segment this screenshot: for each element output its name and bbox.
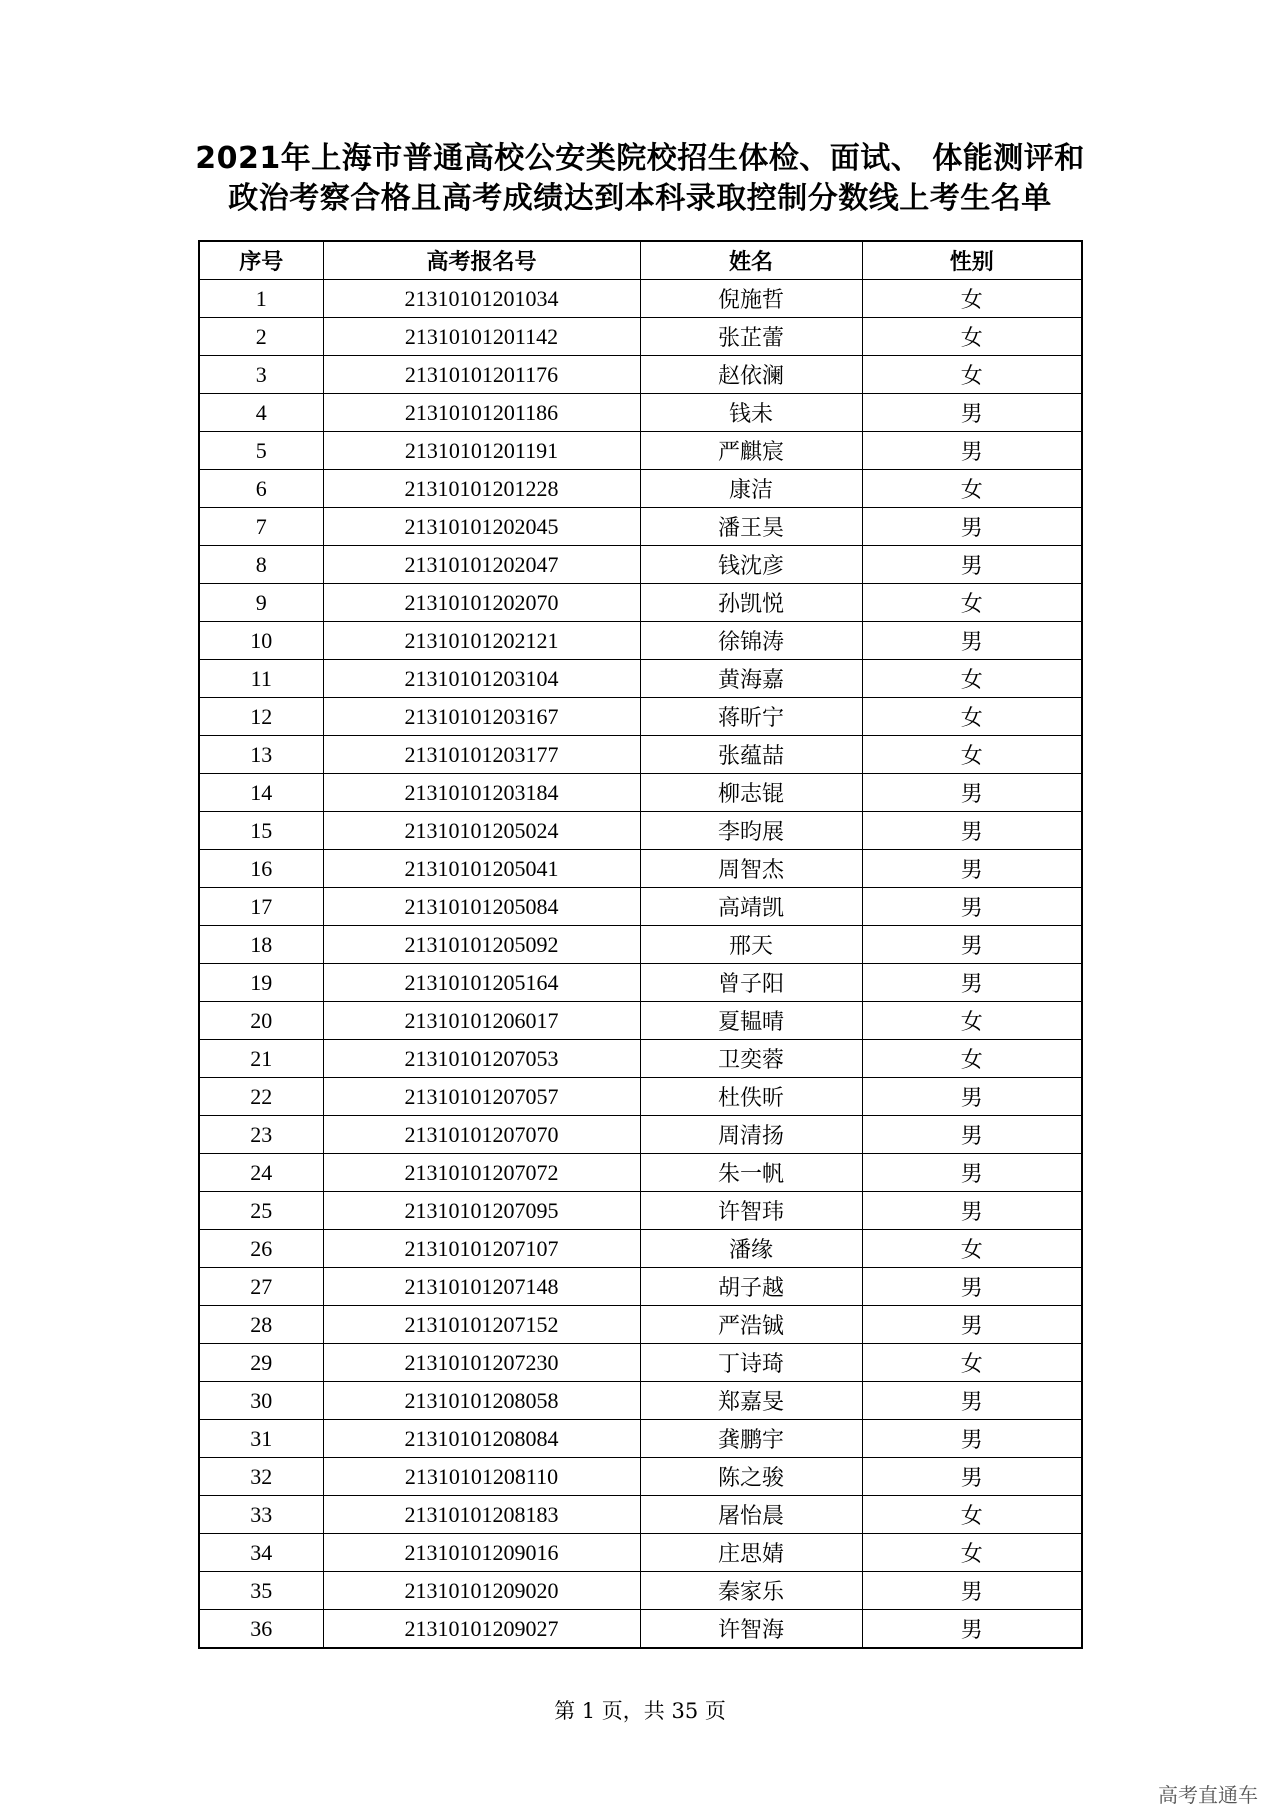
cell-name: 丁诗琦	[640, 1344, 862, 1382]
cell-seq: 27	[199, 1268, 323, 1306]
cell-exam-id: 21310101207230	[323, 1344, 640, 1382]
cell-exam-id: 21310101201034	[323, 280, 640, 318]
cell-exam-id: 21310101209020	[323, 1572, 640, 1610]
cell-seq: 21	[199, 1040, 323, 1078]
table-row	[199, 1496, 1082, 1534]
cell-name: 潘缘	[640, 1230, 862, 1268]
cell-name: 秦家乐	[640, 1572, 862, 1610]
cell-seq: 20	[199, 1002, 323, 1040]
table-row	[199, 812, 1082, 850]
cell-gender: 男	[862, 1572, 1082, 1610]
cell-name: 张芷蕾	[640, 318, 862, 356]
cell-exam-id: 21310101202121	[323, 622, 640, 660]
cell-gender: 女	[862, 318, 1082, 356]
cell-gender: 女	[862, 1230, 1082, 1268]
cell-gender: 女	[862, 736, 1082, 774]
cell-exam-id: 21310101205024	[323, 812, 640, 850]
cell-name: 孙凯悦	[640, 584, 862, 622]
table-row	[199, 1382, 1082, 1420]
cell-seq: 32	[199, 1458, 323, 1496]
cell-seq: 22	[199, 1078, 323, 1116]
cell-name: 高靖凯	[640, 888, 862, 926]
cell-gender: 男	[862, 1116, 1082, 1154]
page-number: 第 1 页，共 35 页	[554, 1699, 726, 1723]
cell-exam-id: 21310101208084	[323, 1420, 640, 1458]
cell-seq: 13	[199, 736, 323, 774]
cell-seq: 14	[199, 774, 323, 812]
table-row	[199, 432, 1082, 470]
cell-seq: 36	[199, 1610, 323, 1649]
cell-exam-id: 21310101205084	[323, 888, 640, 926]
table-row	[199, 926, 1082, 964]
cell-name: 严浩铖	[640, 1306, 862, 1344]
cell-gender: 男	[862, 850, 1082, 888]
cell-gender: 女	[862, 698, 1082, 736]
cell-gender: 女	[862, 356, 1082, 394]
cell-seq: 30	[199, 1382, 323, 1420]
cell-exam-id: 21310101209016	[323, 1534, 640, 1572]
cell-gender: 男	[862, 774, 1082, 812]
table-row	[199, 964, 1082, 1002]
cell-exam-id: 21310101207057	[323, 1078, 640, 1116]
cell-name: 陈之骏	[640, 1458, 862, 1496]
cell-seq: 7	[199, 508, 323, 546]
cell-gender: 男	[862, 1610, 1082, 1649]
cell-seq: 8	[199, 546, 323, 584]
cell-gender: 男	[862, 508, 1082, 546]
cell-gender: 男	[862, 1306, 1082, 1344]
cell-name: 钱沈彦	[640, 546, 862, 584]
table-row	[199, 508, 1082, 546]
cell-seq: 9	[199, 584, 323, 622]
table-row	[199, 470, 1082, 508]
cell-gender: 女	[862, 584, 1082, 622]
cell-seq: 35	[199, 1572, 323, 1610]
cell-gender: 男	[862, 888, 1082, 926]
header-gender: 性别	[862, 241, 1082, 280]
cell-seq: 15	[199, 812, 323, 850]
cell-exam-id: 21310101203104	[323, 660, 640, 698]
cell-name: 龚鹏宇	[640, 1420, 862, 1458]
cell-seq: 12	[199, 698, 323, 736]
title-line-1: 2021年上海市普通高校公安类院校招生体检、面试、 体能测评和	[195, 141, 1085, 176]
cell-name: 周清扬	[640, 1116, 862, 1154]
cell-name: 钱未	[640, 394, 862, 432]
cell-name: 倪施哲	[640, 280, 862, 318]
cell-gender: 男	[862, 926, 1082, 964]
cell-gender: 男	[862, 394, 1082, 432]
cell-exam-id: 21310101201191	[323, 432, 640, 470]
cell-name: 黄海嘉	[640, 660, 862, 698]
cell-exam-id: 21310101208058	[323, 1382, 640, 1420]
header-seq: 序号	[199, 241, 323, 280]
cell-gender: 女	[862, 1002, 1082, 1040]
table-row	[199, 1116, 1082, 1154]
table-row	[199, 1078, 1082, 1116]
cell-seq: 28	[199, 1306, 323, 1344]
cell-exam-id: 21310101209027	[323, 1610, 640, 1649]
cell-seq: 24	[199, 1154, 323, 1192]
table-row	[199, 698, 1082, 736]
cell-gender: 女	[862, 280, 1082, 318]
table-row	[199, 394, 1082, 432]
cell-name: 潘王昊	[640, 508, 862, 546]
cell-exam-id: 21310101201186	[323, 394, 640, 432]
table-row	[199, 1458, 1082, 1496]
cell-seq: 3	[199, 356, 323, 394]
cell-name: 杜佚昕	[640, 1078, 862, 1116]
cell-gender: 男	[862, 546, 1082, 584]
cell-seq: 29	[199, 1344, 323, 1382]
cell-seq: 33	[199, 1496, 323, 1534]
table-row	[199, 1154, 1082, 1192]
cell-gender: 女	[862, 470, 1082, 508]
table-row	[199, 1230, 1082, 1268]
cell-seq: 23	[199, 1116, 323, 1154]
cell-seq: 25	[199, 1192, 323, 1230]
table-row	[199, 1420, 1082, 1458]
cell-seq: 17	[199, 888, 323, 926]
cell-gender: 男	[862, 1078, 1082, 1116]
cell-exam-id: 21310101201142	[323, 318, 640, 356]
cell-gender: 男	[862, 1420, 1082, 1458]
cell-name: 卫奕蓉	[640, 1040, 862, 1078]
cell-name: 赵依澜	[640, 356, 862, 394]
table-row	[199, 1610, 1082, 1649]
cell-exam-id: 21310101203184	[323, 774, 640, 812]
table-row	[199, 1268, 1082, 1306]
cell-exam-id: 21310101202047	[323, 546, 640, 584]
cell-name: 夏韫晴	[640, 1002, 862, 1040]
cell-name: 康洁	[640, 470, 862, 508]
cell-name: 邢天	[640, 926, 862, 964]
cell-name: 屠怡晨	[640, 1496, 862, 1534]
cell-name: 庄思婧	[640, 1534, 862, 1572]
cell-seq: 18	[199, 926, 323, 964]
cell-name: 李昀展	[640, 812, 862, 850]
cell-seq: 10	[199, 622, 323, 660]
table-row	[199, 774, 1082, 812]
table-row	[199, 1306, 1082, 1344]
cell-gender: 男	[862, 432, 1082, 470]
cell-name: 郑嘉旻	[640, 1382, 862, 1420]
cell-name: 许智海	[640, 1610, 862, 1649]
header-name: 姓名	[640, 241, 862, 280]
table-row	[199, 850, 1082, 888]
cell-exam-id: 21310101205092	[323, 926, 640, 964]
cell-exam-id: 21310101207095	[323, 1192, 640, 1230]
cell-name: 严麒宸	[640, 432, 862, 470]
table-row	[199, 1534, 1082, 1572]
cell-gender: 男	[862, 1458, 1082, 1496]
cell-gender: 女	[862, 660, 1082, 698]
cell-gender: 男	[862, 1192, 1082, 1230]
cell-seq: 11	[199, 660, 323, 698]
table-row	[199, 660, 1082, 698]
table-row	[199, 622, 1082, 660]
cell-seq: 31	[199, 1420, 323, 1458]
cell-name: 张蕴喆	[640, 736, 862, 774]
cell-exam-id: 21310101207072	[323, 1154, 640, 1192]
cell-seq: 4	[199, 394, 323, 432]
cell-seq: 2	[199, 318, 323, 356]
cell-seq: 6	[199, 470, 323, 508]
table-row	[199, 280, 1082, 318]
cell-exam-id: 21310101201176	[323, 356, 640, 394]
cell-exam-id: 21310101207107	[323, 1230, 640, 1268]
cell-name: 胡子越	[640, 1268, 862, 1306]
cell-seq: 19	[199, 964, 323, 1002]
cell-exam-id: 21310101207152	[323, 1306, 640, 1344]
cell-name: 曾子阳	[640, 964, 862, 1002]
cell-exam-id: 21310101201228	[323, 470, 640, 508]
table-row	[199, 736, 1082, 774]
table-row	[199, 1002, 1082, 1040]
cell-name: 许智玮	[640, 1192, 862, 1230]
cell-gender: 女	[862, 1040, 1082, 1078]
cell-exam-id: 21310101203167	[323, 698, 640, 736]
cell-exam-id: 21310101207148	[323, 1268, 640, 1306]
table-body	[199, 280, 1082, 1649]
table-header-row	[199, 241, 1082, 280]
cell-exam-id: 21310101202070	[323, 584, 640, 622]
cell-gender: 男	[862, 964, 1082, 1002]
table-row	[199, 1572, 1082, 1610]
cell-exam-id: 21310101203177	[323, 736, 640, 774]
cell-name: 徐锦涛	[640, 622, 862, 660]
cell-gender: 男	[862, 1154, 1082, 1192]
table-row	[199, 888, 1082, 926]
cell-seq: 34	[199, 1534, 323, 1572]
cell-gender: 女	[862, 1344, 1082, 1382]
cell-name: 周智杰	[640, 850, 862, 888]
table-row	[199, 546, 1082, 584]
cell-seq: 26	[199, 1230, 323, 1268]
cell-exam-id: 21310101202045	[323, 508, 640, 546]
cell-name: 蒋昕宁	[640, 698, 862, 736]
document-title	[0, 139, 1280, 219]
header-exam-id: 高考报名号	[323, 241, 640, 280]
cell-exam-id: 21310101208183	[323, 1496, 640, 1534]
cell-exam-id: 21310101205164	[323, 964, 640, 1002]
cell-gender: 男	[862, 1382, 1082, 1420]
cell-gender: 男	[862, 812, 1082, 850]
table-row	[199, 1040, 1082, 1078]
table-row	[199, 1344, 1082, 1382]
cell-exam-id: 21310101206017	[323, 1002, 640, 1040]
cell-gender: 男	[862, 1268, 1082, 1306]
table-row	[199, 356, 1082, 394]
cell-seq: 1	[199, 280, 323, 318]
cell-name: 朱一帆	[640, 1154, 862, 1192]
table-row	[199, 1192, 1082, 1230]
cell-exam-id: 21310101208110	[323, 1458, 640, 1496]
candidate-table	[198, 240, 1083, 1649]
cell-seq: 16	[199, 850, 323, 888]
title-line-2: 政治考察合格且高考成绩达到本科录取控制分数线上考生名单	[228, 181, 1052, 216]
table-row	[199, 318, 1082, 356]
cell-name: 柳志锟	[640, 774, 862, 812]
watermark-text: 高考直通车	[1158, 1783, 1258, 1807]
cell-exam-id: 21310101207070	[323, 1116, 640, 1154]
cell-gender: 女	[862, 1496, 1082, 1534]
cell-seq: 5	[199, 432, 323, 470]
cell-gender: 女	[862, 1534, 1082, 1572]
cell-gender: 男	[862, 622, 1082, 660]
cell-exam-id: 21310101207053	[323, 1040, 640, 1078]
table-row	[199, 584, 1082, 622]
cell-exam-id: 21310101205041	[323, 850, 640, 888]
